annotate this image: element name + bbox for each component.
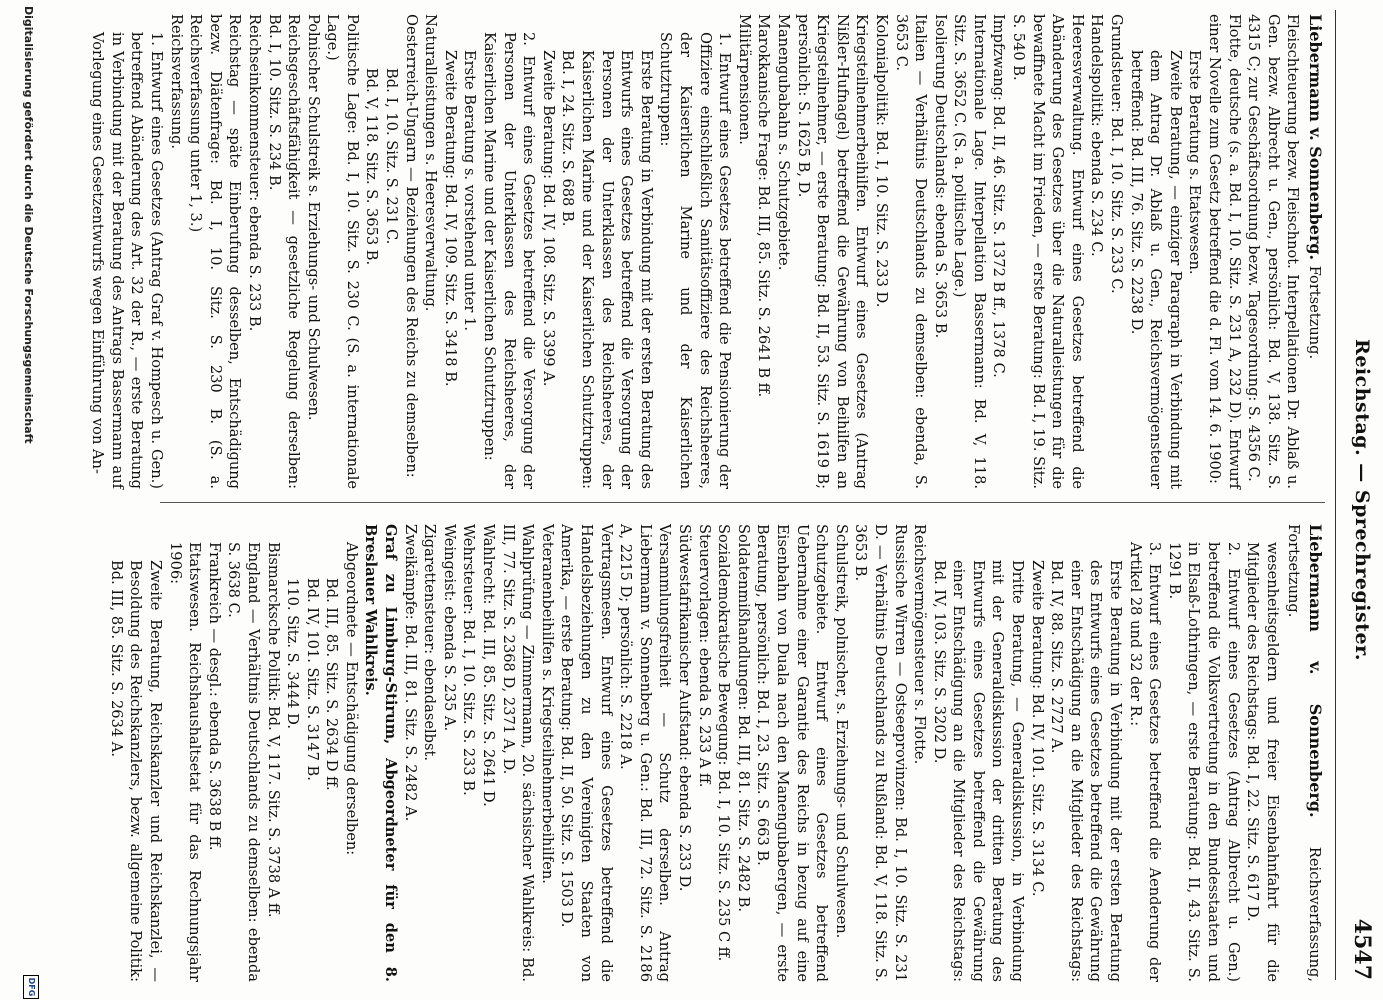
entry-line: Isolierung Deutschlands: ebenda S. 3653 B. bbox=[931, 14, 949, 339]
entry-line: 1. Entwurf eines Gesetzes (Antrag Graf v. Hompesch u. Gen.) betreffend Abänderung des Art. 32 der R., — erste Beratung in Verbindung mit der Beratung des Antrags Bassermann auf Vorlegung eines Gesetzentwurfs wegen Einführung von An- bbox=[89, 32, 165, 489]
entry-line: Frankreich — desgl.: ebenda S. 3638 B ff. bbox=[205, 542, 223, 851]
entry-line: England — Verhältnis Deutschlands zu demselben: ebenda S. 3638 C. bbox=[225, 542, 262, 982]
entry-line: Oesterreich-Ungarn — Beziehungen des Reichs zu demselben: bbox=[402, 14, 420, 478]
entry-line: Bd. IV, 101. Sitz. S. 3147 B. bbox=[303, 578, 321, 781]
right-heading-continuation: Reichsverfassung, Fortsetzung. bbox=[1285, 524, 1323, 982]
right-heading-name: Liebermann v. Sonnenberg. bbox=[1306, 524, 1325, 818]
page-number: 4547 bbox=[1349, 918, 1375, 980]
entry-line: Manengubabahn s. Schutzgebiete. bbox=[774, 14, 792, 271]
entry-line: Handelspolitik: ebenda S. 234 C. bbox=[1088, 14, 1106, 257]
entry-line: wesenheitsgeldern und freier Eisenbahnfahrt für die Mitglieder des Reichstags: Bd. I, 22. Sitz. S. 617 D. bbox=[1244, 542, 1281, 982]
entry-line: Polnischer Schulstreik s. Erziehungs- und Schulwesen. bbox=[304, 14, 322, 421]
column-divider bbox=[160, 502, 1325, 503]
entry-line: Italien — Verhältnis Deutschlands zu demselben: ebenda, S. 3653 C. bbox=[892, 14, 930, 489]
entry-line: Graf zu Limburg-Stirum, Abgeordneter für den 8. Breslauer Wahlkreis. bbox=[362, 524, 400, 982]
entry-line: Etatswesen. Reichshaushaltsetat für das Rechnungsjahr 1906: bbox=[166, 542, 204, 982]
entry-line: Bismarcksche Politik: Bd. V, 117. Sitz. S. 3738 A ff. bbox=[264, 542, 282, 918]
entry-line: Kriegsteilnehmerbeihilfen. Entwurf eines Gesetzes (Antrag Nißler-Hufnagel) betreffend die Gewährung von Beihilfen an Kriegsteilnehmer, — erste Beratung: Bd. II, 53. Sitz. S. 1619 B; persönlich: S. 1625 B, D. bbox=[794, 14, 871, 489]
entry-line: Grundsteuer: Bd. I, 10. Sitz. S. 233 C. bbox=[1108, 14, 1126, 294]
entry-line: Steuervorlagen: ebenda S. 233 A ff. bbox=[695, 524, 713, 788]
entry-line: 2. Entwurf eines Gesetzes (Antrag Albrecht u. Gen.) betreffend die Volksvertretung in den Bundesstaaten und in Elsaß-Lothringen, — erste Beratung: Bd. II, 43. Sitz. S. 1291 B. bbox=[1165, 542, 1242, 982]
entry-line: Schutzgebiete. Entwurf eines Gesetzes betreffend Uebernahme einer Garantie des Reichs in bezug auf eine Eisenbahn von Duala nach den Manengubabergen, — erste Beratung, persönlich: Bd. I, 23. Sitz. S. 663 B. bbox=[754, 524, 831, 982]
right-column bbox=[107, 524, 1325, 982]
entry-line: Abgeordnete — Entschädigung derselben: bbox=[342, 542, 360, 856]
footer-text: Digitalisierung gefördert durch die Deutsche Forschungsgemeinschaft bbox=[22, 6, 35, 444]
entry-line: Naturalleistungen s. Heeresverwaltung. bbox=[422, 14, 440, 312]
left-column-heading bbox=[1304, 14, 1325, 489]
entry-line: 2. Entwurf eines Gesetzes betreffend die Versorgung der Personen der Unterklassen des Reichsheeres, der Kaiserlichen Marine und der Kaiserlichen Schutztruppen: bbox=[481, 32, 538, 489]
entry-line: Marokkanische Frage: Bd. III, 85. Sitz. S. 2641 B ff. bbox=[755, 14, 773, 398]
entry-line: Flotte, deutsche (s. a. Bd. I, 10. Sitz. S. 231 A, 232 D). Entwurf einer Novelle zum Gesetz betreffend die d. Fl. vom 14. 6. 1900: bbox=[1206, 14, 1243, 489]
entry-line: Zweikämpfe: Bd. III, 81. Sitz. S. 2482 A. bbox=[401, 524, 419, 822]
entry-line: Erste Beratung s. Etatswesen. bbox=[1186, 50, 1204, 275]
entry-line: Bd. III, 85. Sitz. S. 2634 D ff. bbox=[323, 578, 341, 791]
entry-line: Sozialdemokratische Bewegung: Bd. I, 10. Sitz. S. 235 C ff. bbox=[715, 524, 733, 962]
entry-line: Heeresverwaltung. Entwurf eines Gesetzes betreffend die Abänderung des Gesetzes über die Naturalleistungen für die bewaffnete Macht im Frieden, — erste Beratung: Bd. I, 19. Sitz. S. 540 B. bbox=[1010, 14, 1086, 489]
entry-line: Reichstag — späte Einberufung desselben, Entschädigung bezw. Diätenfrage: Bd. I, 10. Sitz. S. 230 B. (S. a. Reichsverfassung unter 1, 3.) bbox=[187, 14, 244, 489]
left-column bbox=[89, 14, 1325, 489]
entry-line: Zweite Beratung, Reichskanzler und Reichskanzlei, — Besoldung des Reichskanzlers, bezw. allgemeine Politik: Bd. III, 85. Sitz. S. 2634 A. bbox=[107, 560, 164, 982]
entry-line: Wehrsteuer: Bd. I, 10. Sitz. S. 233 B. bbox=[460, 524, 478, 796]
entry-line: Zweite Beratung: Bd. IV, 101. Sitz. S. 3134 C. bbox=[1028, 560, 1046, 897]
entry-line: Dritte Beratung, — Generaldiskussion, in Verbindung mit der Generaldiskussion der dritten Beratung des Entwurfs eines Gesetzes betreffend die Gewährung einer Entschädigung an die Mitglieder des Reichstags: Bd. IV, 103. Sitz. S. 3202 D. bbox=[930, 560, 1027, 982]
entry-line: Erste Beratung in Verbindung mit der ersten Beratung des Entwurfs eines Gesetzes betreffend die Versorgung der Personen der Unterklassen des Reichsheeres, der Kaiserlichen Marine und der Kaiserlichen Schutztruppen: Bd. I, 24. Sitz. S. 688 B. bbox=[559, 50, 655, 489]
entry-line: Vertragsmesen. Entwurf eines Gesetzes betreffend die Handelsbeziehungen zu den Vereinigten Staaten von Amerika, — erste Beratung: Bd. II, 50. Sitz. S. 1503 D. bbox=[558, 524, 615, 982]
page-title: Reichstag. — Sprechregister. bbox=[1351, 339, 1373, 661]
entry-line: Fleischteuerung bezw. Fleischnot. Interpellationen Dr. Ablaß u. Gen. bezw. Albrecht u. Gen., persönlich: Bd. V, 138. Sitz. S. 4315 C; zur Geschäftsordnung bezw. Tagesordnung: S. 4356 C. bbox=[1245, 14, 1302, 489]
entry-line: Veteranenbeihilfen s. Kriegsteilnehmerbeihilfen. bbox=[538, 524, 556, 884]
entry-line: Bd. V, 118. Sitz. S. 3653 B. bbox=[363, 68, 381, 266]
entry-line: Internationale Lage. Interpellation Bassermann: Bd. V, 118. Sitz. S. 3652 C. (S. a. politische Lage.) bbox=[951, 14, 988, 489]
right-column-heading bbox=[1284, 524, 1325, 982]
entry-line: Wahlrecht: Bd. III, 85. Sitz. S. 2641 D. bbox=[480, 524, 498, 807]
entry-line: Erste Beratung in Verbindung mit der ersten Beratung des Entwurfs eines Gesetzes betreffend die Gewährung einer Entschädigung an die Mitglieder des Reichstags: Bd. IV, 88. Sitz. S. 2727 A. bbox=[1048, 560, 1125, 982]
entry-line: Zweite Beratung: Bd. IV, 109. Sitz. S. 3418 B. bbox=[441, 50, 459, 387]
entry-line: Zweite Beratung: Bd. IV, 108. Sitz. S. 3399 A. bbox=[539, 50, 557, 387]
entry-line: Impfzwang: Bd. II, 46. Sitz. S. 1372 B ff., 1378 C. bbox=[990, 14, 1008, 378]
page-header bbox=[1341, 20, 1375, 980]
entry-line: Militärpensionen. bbox=[735, 14, 753, 145]
entry-line: Südwestafrikanischer Aufstand: ebenda S. 233 D. bbox=[676, 524, 693, 892]
dfg-logo: DFG bbox=[23, 975, 39, 999]
entry-line: Wahlprüfung — Zimmermann, 20. sächsischer Wahlkreis: Bd. III, 77. Sitz. S. 2368 D, 2371 A, D. bbox=[499, 524, 537, 982]
entry-line: Zigarettensteuer: ebendaselbst. bbox=[421, 524, 439, 761]
entry-line: Schulstreik, polnischer, s. Erziehungs- und Schulwesen. bbox=[832, 524, 850, 939]
left-heading-continuation: Fortsetzung. bbox=[1306, 265, 1323, 360]
entry-line: Bd. I, 10. Sitz. S. 231 C. bbox=[383, 68, 401, 245]
entry-line: Weingeist: ebenda S. 235 A. bbox=[440, 524, 458, 732]
footer bbox=[15, 0, 45, 1000]
entry-line: Erste Beratung s. vorstehend unter 1. bbox=[461, 50, 479, 331]
entry-line: Reichsverfassung. bbox=[167, 14, 185, 150]
entry-line: Reichsvermögensteuer s. Flotte. bbox=[911, 524, 929, 765]
entry-line: 110. Sitz. S. 3444 D. bbox=[284, 578, 302, 729]
entry-line: Politische Lage: Bd. I, 10. Sitz. S. 230 C. (S. a. internationale Lage.) bbox=[324, 14, 361, 489]
entry-line: Zweite Beratung, — einziger Paragraph in Verbindung mit dem Antrag Dr. Ablaß u. Gen., Reichsvermögensteuer betreffend: Bd. III, 76. Sitz. S. 2238 D. bbox=[1127, 50, 1184, 489]
entry-line: 1. Entwurf eines Gesetzes betreffend die Pensionierung der Offiziere einschließlich Sanitätsoffiziere des Reichsheeres, der Kaiserlichen Marine und der Kaiserlichen Schutztruppen: bbox=[657, 32, 734, 489]
entry-line: Reichsgeschäftsfähigkeit — gesetzliche Regelung derselben: Bd. I, 10. Sitz. S. 234 B. bbox=[265, 14, 303, 489]
entry-line: Versammlungsfreiheit — Schutz derselben. Antrag Liebermann v. Sonnenberg u. Gen.: Bd. III, 72. Sitz. S. 2186 A, 2215 D; persönlich: S. 2218 A. bbox=[617, 524, 674, 982]
entry-line: Kolonialpolitik: Bd. I, 10. Sitz. S. 233 D. bbox=[872, 14, 890, 308]
entry-line: Russische Wirren — Ostseeprovinzen: Bd. I, 10. Sitz. S. 231 D. — Verhältnis Deutschlands zu Rußland: Bd. V, 118. Sitz. S. 3653 B. bbox=[852, 524, 909, 982]
entry-line: Soldatenmißhandlungen: Bd. III, 81. Sitz. S. 2482 B. bbox=[734, 524, 752, 913]
left-heading-name: Liebermann v. Sonnenberg. bbox=[1306, 14, 1325, 261]
header-rule bbox=[1335, 10, 1336, 980]
entry-line: 3. Entwurf eines Gesetzes betreffend die Aenderung der Artikel 28 und 32 der R.: bbox=[1126, 542, 1164, 982]
entry-line: Reichseinkommensteuer: ebenda S. 233 B. bbox=[245, 14, 263, 332]
